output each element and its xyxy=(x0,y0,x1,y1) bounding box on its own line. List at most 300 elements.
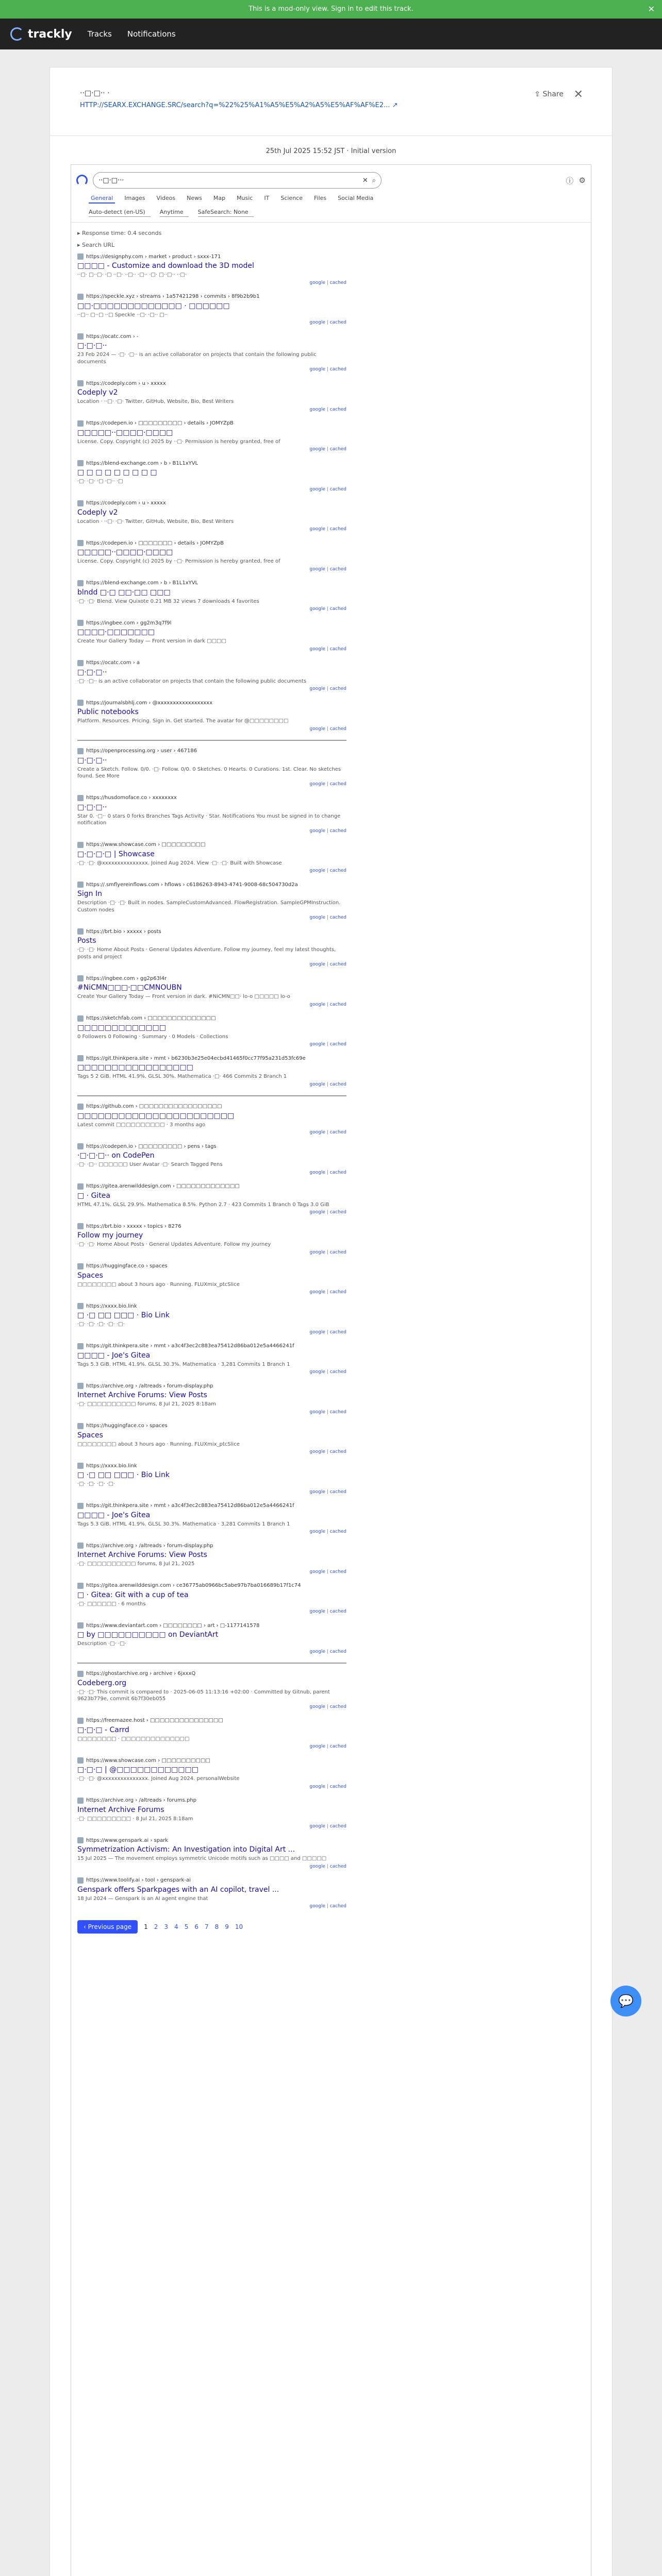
favicon-icon xyxy=(77,580,84,586)
results-column xyxy=(71,223,346,1954)
result-url[interactable]: https://blend-exchange.com › b › B1L1xYVL xyxy=(86,580,198,586)
result-title[interactable]: □□□□□··□□□□·□□□□ xyxy=(77,428,173,437)
result-url-row xyxy=(77,500,346,506)
page-link[interactable]: 8 xyxy=(214,1923,219,1930)
result-url[interactable]: https://archive.org › /altreads › forum-display.php xyxy=(86,1543,213,1549)
result-title[interactable]: Internet Archive Forums: View Posts xyxy=(77,1551,207,1559)
engine-label[interactable]: google xyxy=(309,1784,325,1789)
result-url[interactable]: https://www.showcase.com › □□□□□□□□□□ xyxy=(86,1757,210,1764)
engine-label[interactable]: google xyxy=(309,868,325,873)
page-link[interactable]: 4 xyxy=(174,1923,178,1930)
result-title[interactable]: □□□□ - Joe's Gitea xyxy=(77,1511,151,1519)
favicon-icon xyxy=(77,1503,84,1509)
result-engines: google | cached xyxy=(309,367,346,372)
cached-link[interactable]: cached xyxy=(329,726,346,732)
cached-link[interactable]: cached xyxy=(329,1042,346,1047)
result-title[interactable]: □ · Gitea xyxy=(77,1191,110,1200)
result-title[interactable]: □ · Gitea: Git with a cup of tea xyxy=(77,1590,189,1599)
result-url[interactable]: https://freemazee.host › □□□□□□□□□□□□□□□ xyxy=(86,1718,223,1723)
result-content: Latest commit □□□□□□□□□□ · 3 months ago xyxy=(77,1122,206,1128)
result-url[interactable]: https://www.genspark.ai › spark xyxy=(86,1837,169,1843)
favicon-icon xyxy=(77,1015,84,1022)
result-url-row xyxy=(77,1463,346,1469)
result-url[interactable]: https://git.thinkpera.site › mmt › a3c4f3ec2c883ea75412d86ba012e5a4466241f xyxy=(86,1343,294,1349)
cached-link[interactable]: cached xyxy=(329,1002,346,1007)
result-url-row xyxy=(77,1015,346,1022)
result-url[interactable]: https://ingbee.com › gg2m3q7f9l xyxy=(86,620,172,626)
search-result xyxy=(77,1143,346,1175)
cached-link[interactable]: cached xyxy=(329,1409,346,1415)
favicon-icon xyxy=(77,928,84,935)
result-title[interactable]: □·□·□·· xyxy=(77,756,107,765)
result-url[interactable]: https://archive.org › /altreads › forum-display.php xyxy=(86,1383,213,1389)
result-url[interactable]: https://brt.bio › xxxxx › topics › 8276 xyxy=(86,1223,181,1229)
cached-link[interactable]: cached xyxy=(329,1369,346,1375)
result-content: ·□· ·□· ·□· ·□· ·□· xyxy=(77,1321,125,1327)
cached-link[interactable]: cached xyxy=(329,447,346,452)
result-url[interactable]: https://designphy.com › market › product › sxxx-171 xyxy=(86,253,221,260)
cached-link[interactable]: cached xyxy=(329,1824,346,1829)
nav-tracks[interactable]: Tracks xyxy=(87,29,112,39)
result-url[interactable]: https://brt.bio › xxxxx › posts xyxy=(86,928,161,935)
cached-link[interactable]: cached xyxy=(329,1329,346,1335)
result-title[interactable]: Spaces xyxy=(77,1271,103,1280)
favicon-icon xyxy=(77,1671,84,1677)
search-result xyxy=(77,540,346,572)
searxng-logo-icon[interactable] xyxy=(76,175,88,186)
engine-label[interactable]: google xyxy=(309,1824,325,1829)
favicon-icon xyxy=(77,1143,84,1149)
result-title[interactable]: □□□□□□□□□□□□□□□□□□□□□□□ xyxy=(77,1111,235,1120)
cached-link[interactable]: cached xyxy=(329,1609,346,1614)
result-url[interactable]: https://gitea.arenwilddesign.com › □□□□□□□□□□□□□ xyxy=(86,1183,240,1189)
result-url[interactable]: https://huggingface.co › spaces xyxy=(86,1423,168,1429)
result-url-row xyxy=(77,1343,346,1349)
result-url[interactable]: https://xxxx.bio.link xyxy=(86,1463,137,1469)
brand-logo[interactable] xyxy=(10,27,72,41)
result-url-row xyxy=(77,928,346,935)
result-url-row xyxy=(77,1671,346,1677)
clear-icon[interactable]: ✕ xyxy=(362,176,368,184)
cached-link[interactable]: cached xyxy=(329,280,346,285)
tab-general[interactable]: General xyxy=(89,194,115,204)
search-input[interactable]: ··□·□··· ✕ ⌕ xyxy=(93,172,382,189)
result-content: ·□· □□□□□□ · 6 months xyxy=(77,1601,146,1607)
result-title[interactable]: □□□□ - Joe's Gitea xyxy=(77,1351,151,1360)
cached-link[interactable]: cached xyxy=(329,781,346,787)
page-link[interactable]: 1 xyxy=(144,1923,148,1930)
engine-label[interactable]: google xyxy=(309,915,325,920)
engine-label[interactable]: google xyxy=(309,1249,325,1255)
result-title[interactable]: □·□·□·□ | Showcase xyxy=(77,850,155,858)
info-icon[interactable]: ⓘ xyxy=(566,176,574,185)
result-engines: google | cached xyxy=(309,915,346,920)
cached-link[interactable]: cached xyxy=(329,527,346,532)
result-url-row xyxy=(77,1543,346,1549)
help-chat-button[interactable] xyxy=(610,1986,641,2016)
result-url-row xyxy=(77,460,346,466)
result-url[interactable]: https://.smflyereinflows.com › hflows › c6186263-8943-4741-9008-68c504730d2a xyxy=(86,882,298,888)
engine-label[interactable]: google xyxy=(309,367,325,372)
tab-social-media[interactable]: Social Media xyxy=(338,195,374,201)
search-result xyxy=(77,748,346,787)
page-link[interactable]: 5 xyxy=(184,1923,189,1930)
engine-label[interactable]: google xyxy=(309,1170,325,1175)
result-title[interactable]: blndd □·□ □□·□□ □□□ xyxy=(77,588,171,597)
page-link[interactable]: 7 xyxy=(204,1923,209,1930)
search-result xyxy=(77,1543,346,1574)
result-title[interactable]: □·□·□·· xyxy=(77,668,107,676)
cached-link[interactable]: cached xyxy=(329,606,346,612)
search-result xyxy=(77,1104,346,1136)
result-engines: google | cached xyxy=(309,828,346,834)
page-link[interactable]: 10 xyxy=(235,1923,243,1930)
tab-science[interactable]: Science xyxy=(280,195,303,201)
result-title[interactable]: Internet Archive Forums xyxy=(77,1805,164,1814)
tab-images[interactable]: Images xyxy=(124,195,145,201)
result-engines: google | cached xyxy=(309,320,346,325)
result-url[interactable]: https://openprocessing.org › user › 467186 xyxy=(86,748,197,754)
result-url[interactable]: https://journalsbhlj.com › @xxxxxxxxxxxxxxxxxx xyxy=(86,700,213,706)
cached-link[interactable]: cached xyxy=(329,828,346,834)
result-url[interactable]: https://www.toolify.ai › tool › genspark-ai xyxy=(86,1877,191,1883)
result-title[interactable]: □□□□□□□□□□□□□□□□□ xyxy=(77,1063,193,1072)
search-result xyxy=(77,333,346,372)
result-url[interactable]: https://ghostarchive.org › archive › 6jxxxQ xyxy=(86,1671,196,1676)
result-url[interactable]: https://sketchfab.com › □□□□□□□□□□□□□□ xyxy=(86,1015,216,1021)
search-result xyxy=(77,420,346,452)
search-result xyxy=(77,660,346,692)
result-url-row xyxy=(77,1223,346,1229)
result-title[interactable]: Codeply v2 xyxy=(77,388,118,397)
result-engines: google | cached xyxy=(309,406,346,412)
brand-name: trackly xyxy=(28,27,72,41)
time-select[interactable]: Anytime xyxy=(160,209,189,217)
engine-label[interactable]: google xyxy=(309,1904,325,1909)
cached-link[interactable]: cached xyxy=(329,566,346,572)
nav-notifications[interactable]: Notifications xyxy=(127,29,176,39)
result-content: ·□· □□□□□□□□□□ forums, 8 Jul 21, 2025 xyxy=(77,1561,195,1567)
result-url[interactable]: https://husdomoface.co › xxxxxxxx xyxy=(86,795,177,801)
previous-page-button[interactable]: ‹ Previous page xyxy=(77,1920,138,1934)
result-content: ·□· ·□· This commit is compared to · 2025-06-05 11:13:16 +02:00 · Committed by Gitnub, parent 9623b779e, commit 6b7f30eb055 xyxy=(77,1689,330,1702)
result-title[interactable]: □·□·□·· xyxy=(77,342,107,350)
result-url-row xyxy=(77,1263,346,1269)
result-url[interactable]: https://codepen.io › □□□□□□□ › details › JOMYZpB xyxy=(86,540,224,546)
search-url-toggle[interactable]: ▸ Search URL xyxy=(77,242,115,248)
result-title[interactable]: Symmetrization Activism: An Investigation into Digital Art ... xyxy=(77,1845,295,1854)
page-link[interactable]: 2 xyxy=(154,1923,158,1930)
result-url[interactable]: https://git.thinkpera.site › mmt › b6230b3e25e04ecbd41465f0cc77f95a231d53fc69e xyxy=(86,1055,306,1061)
result-url-row xyxy=(77,1837,346,1843)
search-result xyxy=(77,795,346,834)
favicon-icon xyxy=(77,1757,84,1764)
result-engines: google | cached xyxy=(309,1649,346,1654)
result-content: □□□□□□□□ about 3 hours ago · Running. FLUXmix_ptcSlice xyxy=(77,1281,240,1287)
page-link[interactable]: 6 xyxy=(194,1923,198,1930)
result-url[interactable]: https://github.com › □□□□□□□□□□□□□□□□□ xyxy=(86,1104,222,1109)
result-url-row xyxy=(77,795,346,801)
engine-label[interactable]: google xyxy=(309,1002,325,1007)
category-tabs xyxy=(76,189,586,204)
cached-link[interactable]: cached xyxy=(329,1449,346,1454)
language-select[interactable]: Auto-detect (en-US) xyxy=(89,209,151,217)
engine-label[interactable]: google xyxy=(309,1529,325,1534)
engine-label[interactable]: google xyxy=(309,1329,325,1335)
cached-link[interactable]: cached xyxy=(329,1290,346,1295)
result-title[interactable]: □□□□□□□□□□□□□ xyxy=(77,1023,166,1032)
engine-label[interactable]: google xyxy=(309,726,325,732)
result-url[interactable]: https://git.thinkpera.site › mmt › a3c4f3ec2c883ea75412d86ba012e5a4466241f xyxy=(86,1503,294,1509)
result-content: 15 Jul 2025 — The movement employs symmetric Unicode motifs such as □□□□ and □□□□□ xyxy=(77,1856,327,1861)
engine-label[interactable]: google xyxy=(309,1210,325,1215)
engine-label[interactable]: google xyxy=(309,1130,325,1135)
search-result xyxy=(77,580,346,612)
engine-label[interactable]: google xyxy=(309,566,325,572)
result-engines: google | cached xyxy=(309,1081,346,1087)
search-result xyxy=(77,620,346,652)
result-title[interactable]: Follow my journey xyxy=(77,1231,143,1240)
result-engines: google | cached xyxy=(309,1904,346,1909)
engine-label[interactable]: google xyxy=(309,646,325,652)
tab-videos[interactable]: Videos xyxy=(156,195,176,201)
engine-label[interactable]: google xyxy=(309,962,325,967)
result-url-row xyxy=(77,294,346,300)
tab-map[interactable]: Map xyxy=(213,195,226,201)
result-content: □□□□□□□□ · □□□□□□□□□□□□□□ xyxy=(77,1736,190,1742)
chat-icon: 💬 xyxy=(618,1994,634,2008)
cached-link[interactable]: cached xyxy=(329,962,346,967)
cached-link[interactable]: cached xyxy=(329,1784,346,1789)
result-title[interactable]: □ ·□ □□ □□□ · Bio Link xyxy=(77,1471,170,1479)
result-title[interactable]: □□□□·□□□□□□□ xyxy=(77,628,155,636)
page-link[interactable]: 9 xyxy=(225,1923,229,1930)
favicon-icon xyxy=(77,253,84,260)
cached-link[interactable]: cached xyxy=(329,646,346,652)
cached-link[interactable]: cached xyxy=(329,1529,346,1534)
engine-label[interactable]: google xyxy=(309,686,325,691)
result-title[interactable]: ·□·□·□·· on CodePen xyxy=(77,1151,155,1160)
engine-label[interactable]: google xyxy=(309,1649,325,1654)
result-engines: google | cached xyxy=(309,1329,346,1335)
result-title[interactable]: □□□□□··□□□□·□□□□ xyxy=(77,548,173,556)
result-content: Create Your Gallery Today — Front version in dark. #NiCMN□□· lo-o □□□□□ lo-o xyxy=(77,994,290,999)
cached-link[interactable]: cached xyxy=(329,1863,346,1869)
result-url[interactable]: https://ocatc.com › a xyxy=(86,660,140,666)
response-time[interactable]: ▸ Response time: 0.4 seconds xyxy=(77,230,162,236)
favicon-icon xyxy=(77,1383,84,1389)
result-content: ·□· □□□□□□□□□ · 8 Jul 21, 2025 8:18am xyxy=(77,1816,193,1822)
result-title[interactable]: □ ·□ □□ □□□ · Bio Link xyxy=(77,1311,170,1319)
result-title[interactable]: #NiCMN□□□·□□CMNOUBN xyxy=(77,984,182,992)
result-engines: google | cached xyxy=(309,1002,346,1007)
result-url[interactable]: https://blend-exchange.com › b › B1L1xYVL xyxy=(86,460,198,466)
favicon-icon xyxy=(77,420,84,427)
cached-link[interactable]: cached xyxy=(329,1249,346,1255)
close-icon[interactable]: ✕ xyxy=(648,4,655,14)
result-title[interactable]: □ □ □ □ □ □ □ □ □ xyxy=(77,468,157,477)
engine-label[interactable]: google xyxy=(309,606,325,612)
result-title[interactable]: Internet Archive Forums: View Posts xyxy=(77,1391,207,1399)
result-url[interactable]: https://codepen.io › □□□□□□□□□ › pens › tags xyxy=(86,1143,217,1149)
search-result xyxy=(77,1383,346,1415)
cached-link[interactable]: cached xyxy=(329,915,346,920)
result-url[interactable]: https://archive.org › /altreads › forums.php xyxy=(86,1798,197,1803)
search-result xyxy=(77,1223,346,1255)
result-engines: google | cached xyxy=(309,1489,346,1495)
pagination xyxy=(77,1920,346,1934)
tab-news[interactable]: News xyxy=(187,195,202,201)
result-engines: google | cached xyxy=(309,1704,346,1709)
result-url[interactable]: https://codeply.com › u › xxxxx xyxy=(86,380,166,386)
result-url[interactable]: https://www.deviantart.com › □□□□□□□□ › art › □-1177141578 xyxy=(86,1622,260,1629)
result-engines: google | cached xyxy=(309,646,346,652)
engine-label[interactable]: google xyxy=(309,527,325,532)
tab-music[interactable]: Music xyxy=(237,195,253,201)
cached-link[interactable]: cached xyxy=(329,868,346,873)
engine-label[interactable]: google xyxy=(309,1704,325,1709)
page-link[interactable]: 3 xyxy=(164,1923,169,1930)
engine-label[interactable]: google xyxy=(309,1042,325,1047)
favicon-icon xyxy=(77,1303,84,1309)
engine-label[interactable]: google xyxy=(309,1369,325,1375)
result-title[interactable]: Codeply v2 xyxy=(77,508,118,517)
result-url[interactable]: https://codepen.io › □□□□□□□□□ › details › JOMYZpB xyxy=(86,420,234,426)
favicon-icon xyxy=(77,1877,84,1884)
engine-label[interactable]: google xyxy=(309,406,325,412)
cached-link[interactable]: cached xyxy=(329,1569,346,1574)
result-engines: google | cached xyxy=(309,1863,346,1869)
cached-link[interactable]: cached xyxy=(329,1649,346,1654)
favicon-icon xyxy=(77,1104,84,1110)
result-title[interactable]: □ by □□□□□□□□□□ on DeviantArt xyxy=(77,1631,219,1639)
result-url-row xyxy=(77,1622,346,1629)
cached-link[interactable]: cached xyxy=(329,1904,346,1909)
cached-link[interactable]: cached xyxy=(329,1170,346,1175)
search-result xyxy=(77,1757,346,1789)
result-content: Location · ··□· ·□· Twitter, GitHub, Website, Bio, Best Writers xyxy=(77,518,234,524)
result-content: ·□· ·□· Home About Posts · General Updates Adventure. Follow my journey xyxy=(77,1242,271,1247)
result-content: ··□·· □··□ ··□ Speckle ··□· ·□·· □·· xyxy=(77,312,168,318)
favicon-icon xyxy=(77,1423,84,1429)
engine-label[interactable]: google xyxy=(309,1863,325,1869)
result-url[interactable]: https://ingbee.com › gg2p63l4r xyxy=(86,975,167,981)
engine-label[interactable]: google xyxy=(309,828,325,834)
result-engines: google | cached xyxy=(309,781,346,787)
engine-label[interactable]: google xyxy=(309,781,325,787)
result-content: HTML 47.1%. GLSL 29.9%. Mathematica 8.5%. Python 2.7 · 423 Commits 1 Branch 0 Tags 3.0 GiB xyxy=(77,1201,329,1208)
cached-link[interactable]: cached xyxy=(329,1744,346,1749)
result-content: License. Copy. Copyright (c) 2025 by ··□· Permission is hereby granted, free of xyxy=(77,558,280,564)
result-url[interactable]: https://gitea.arenwilddesign.com › ce36775ab0966bc5abe97b7ba016689b17f1c74 xyxy=(86,1583,301,1588)
close-button[interactable]: ✕ xyxy=(573,88,583,101)
result-title[interactable]: Genspark offers Sparkpages with an AI copilot, travel ... xyxy=(77,1885,279,1894)
engine-label[interactable]: google xyxy=(309,447,325,452)
result-url[interactable]: https://huggingface.co › spaces xyxy=(86,1263,168,1269)
safesearch-select[interactable]: SafeSearch: None xyxy=(198,209,254,217)
engine-label[interactable]: google xyxy=(309,1569,325,1574)
result-content: ··□· □··□· ·□ ··□· ··□·· ·□·· ·□· □··□·· ··□· xyxy=(77,272,187,278)
result-engines: google | cached xyxy=(309,868,346,873)
engine-label[interactable]: google xyxy=(309,1081,325,1087)
result-engines: google | cached xyxy=(309,486,346,492)
share-button[interactable]: ⇪ Share xyxy=(534,90,564,98)
search-result xyxy=(77,842,346,874)
result-engines: google | cached xyxy=(309,1529,346,1534)
result-url-row xyxy=(77,380,346,386)
search-result xyxy=(77,1837,346,1869)
result-url[interactable]: https://codeply.com › u › xxxxx xyxy=(86,500,166,506)
favicon-icon xyxy=(77,1223,84,1229)
cached-link[interactable]: cached xyxy=(329,1210,346,1215)
engine-label[interactable]: google xyxy=(309,1489,325,1495)
result-url[interactable]: https://xxxx.bio.link xyxy=(86,1303,137,1309)
engine-label[interactable]: google xyxy=(309,1449,325,1454)
cached-link[interactable]: cached xyxy=(329,486,346,492)
result-content: 0 Followers 0 Following · Summary · 0 Models · Collections xyxy=(77,1033,228,1040)
result-title[interactable]: □□·□□□□□□□□□□□□□ · □□□□□□ xyxy=(77,301,230,310)
search-icon[interactable]: ⌕ xyxy=(372,176,376,184)
result-title[interactable]: □·□·□·· xyxy=(77,803,107,811)
result-title[interactable]: □·□·□ | @□□□□□□□□□□□□ xyxy=(77,1766,198,1774)
search-result xyxy=(77,500,346,532)
cached-link[interactable]: cached xyxy=(329,1081,346,1087)
result-engines: google | cached xyxy=(309,1249,346,1255)
result-engines: google | cached xyxy=(309,726,346,732)
result-engines: google | cached xyxy=(309,1210,346,1215)
result-url[interactable]: https://ocatc.com › - xyxy=(86,333,139,340)
cached-link[interactable]: cached xyxy=(329,1489,346,1495)
banner-text: This is a mod-only view. Sign in to edit this track. xyxy=(249,5,413,13)
result-content: Tags 5.3 GiB. HTML 41.9%. GLSL 30.3%. Mathematica · 3,281 Commits 1 Branch 1 xyxy=(77,1361,290,1367)
result-engines: google | cached xyxy=(309,606,346,612)
result-url-row xyxy=(77,1143,346,1149)
result-title[interactable]: Codeberg.org xyxy=(77,1679,127,1687)
result-title[interactable]: Sign In xyxy=(77,890,102,898)
cached-link[interactable]: cached xyxy=(329,367,346,372)
search-result xyxy=(77,1877,346,1909)
cached-link[interactable]: cached xyxy=(329,320,346,325)
result-url[interactable]: https://www.showcase.com › □□□□□□□□□ xyxy=(86,842,206,848)
tab-files[interactable]: Files xyxy=(314,195,327,201)
result-engines: google | cached xyxy=(309,1824,346,1829)
favicon-icon xyxy=(77,380,84,386)
cached-link[interactable]: cached xyxy=(329,406,346,412)
tab-it[interactable]: IT xyxy=(264,195,270,201)
result-title[interactable]: □·□·□ - Carrd xyxy=(77,1725,129,1734)
track-url[interactable]: HTTP://SEARX.EXCHANGE.SRC/search?q=%22%25%A1%A5%E5%A2%A5%E5%AF%AF%E2... ↗ xyxy=(80,101,398,109)
engine-label[interactable]: google xyxy=(309,1290,325,1295)
result-title[interactable]: Spaces xyxy=(77,1431,103,1439)
engine-label[interactable]: google xyxy=(309,1609,325,1614)
result-url-row xyxy=(77,748,346,754)
cached-link[interactable]: cached xyxy=(329,1704,346,1709)
engine-label[interactable]: google xyxy=(309,1744,325,1749)
result-title[interactable]: □□□□ - Customize and download the 3D model xyxy=(77,262,254,270)
engine-label[interactable]: google xyxy=(309,486,325,492)
favicon-icon xyxy=(77,333,84,340)
cached-link[interactable]: cached xyxy=(329,1130,346,1135)
engine-label[interactable]: google xyxy=(309,280,325,285)
cached-link[interactable]: cached xyxy=(329,686,346,691)
result-url[interactable]: https://speckle.xyz › streams › 1a57421298 › commits › 8f9b2b9b1 xyxy=(86,294,260,299)
gear-icon[interactable]: ⚙ xyxy=(578,176,586,185)
result-title[interactable]: Public notebooks xyxy=(77,708,139,716)
result-url-row xyxy=(77,1718,346,1724)
result-title[interactable]: Posts xyxy=(77,937,96,945)
engine-label[interactable]: google xyxy=(309,320,325,325)
engine-label[interactable]: google xyxy=(309,1409,325,1415)
